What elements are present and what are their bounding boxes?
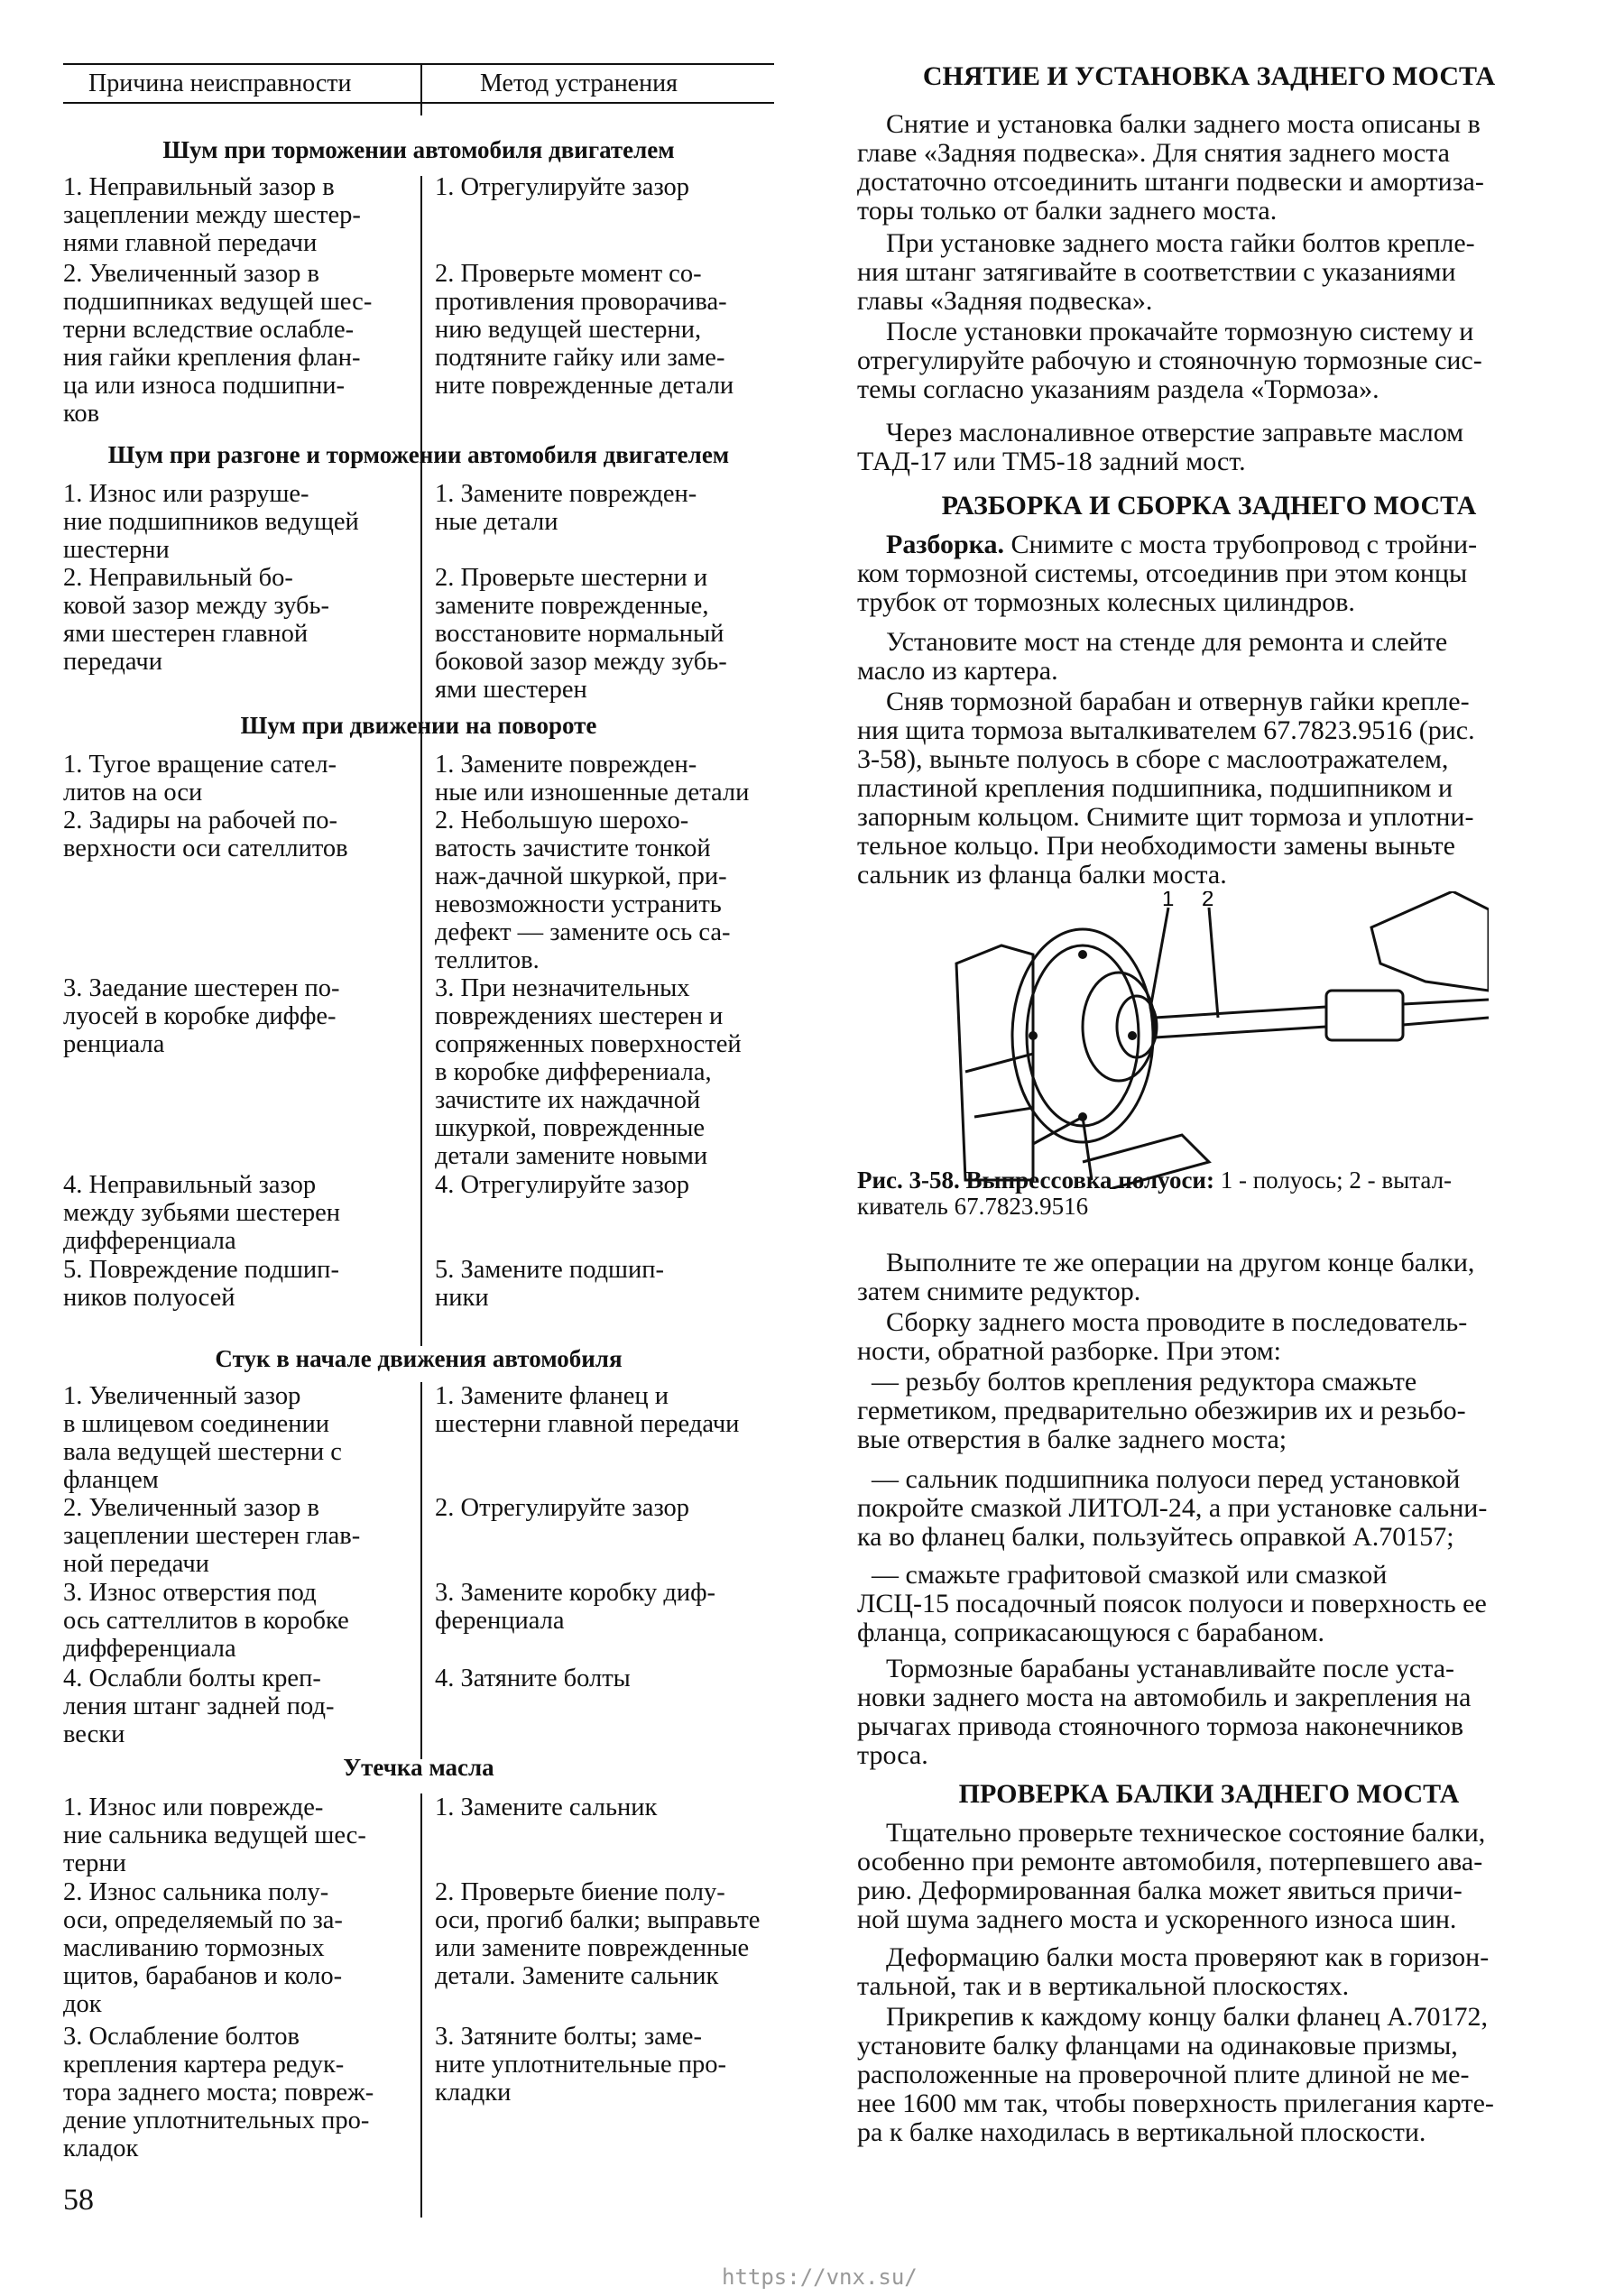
table-cell-cause: 2. Увеличенный зазор в подшипниках ведущей шес- терни вследствие ослабле- ния гайки крепления флан- ца или износа подшипни- ков: [63, 260, 373, 428]
section-title: Шум при движении на повороте: [240, 712, 597, 739]
leader-1: [1150, 908, 1168, 1009]
leader-2: [1209, 908, 1218, 1018]
column-divider: [420, 1382, 422, 1759]
table-cell-cause: 1. Износ или поврежде- ние сальника ведущей шес- терни: [63, 1793, 366, 1877]
heading-disassembly: РАЗБОРКА И СБОРКА ЗАДНЕГО МОСТА: [941, 491, 1477, 521]
table-cell-fix: 2. Отрегулируйте зазор: [435, 1494, 690, 1522]
figure-caption-body: 1 - полуось; 2 - вытал- киватель 67.7823.9516: [857, 1166, 1453, 1220]
table-header-fix: Метод устранения: [480, 69, 678, 97]
table-cell-fix: 2. Проверьте момент со- противления проворачива- нию ведущей шестерни, подтяните гайку или заме- ните поврежденные детали: [435, 260, 734, 400]
figure-label-2: 2: [1202, 891, 1214, 911]
table-cell-cause: 1. Износ или разруше- ние подшипников ведущей шестерни: [63, 480, 359, 564]
heading-check: ПРОВЕРКА БАЛКИ ЗАДНЕГО МОСТА: [958, 1779, 1460, 1809]
table-cell-fix: 1. Отрегулируйте зазор: [435, 173, 690, 201]
table-cell-fix: 3. При незначительных повреждениях шестерен и сопряженных поверхностей в коробке дифферениала, зачистите их наждачной шкуркой, поврежденные детали замените новыми: [435, 974, 742, 1170]
paragraph: — смажьте графитовой смазкой или смазкой ЛСЦ-15 посадочный поясок полуоси и поверхность ее фланца, соприкасающуюся с барабаном.: [857, 1560, 1487, 1647]
heading-removal: СНЯТИЕ И УСТАНОВКА ЗАДНЕГО МОСТА: [922, 61, 1496, 91]
table-cell-cause: 5. Повреждение подшип- ников полуосей: [63, 1256, 339, 1312]
section-title: Шум при торможении автомобиля двигателем: [162, 136, 675, 163]
paragraph: Тщательно проверьте техническое состояние балки, особенно при ремонте автомобиля, потерпевшего ава- рию. Деформированная балка может явиться причи- ной шума заднего моста и ускоренного износа шин.: [857, 1818, 1486, 1934]
table-cell-fix: 4. Отрегулируйте зазор: [435, 1171, 690, 1199]
puller-body: [1326, 991, 1403, 1040]
table-cell-cause: 3. Заедание шестерен по- луосей в коробке диффе- ренциала: [63, 974, 340, 1058]
figure-axle-extraction: [947, 891, 1489, 1189]
paragraph: Сняв тормозной барабан и отвернув гайки крепле- ния щита тормоза выталкивателем 67.7823.9516 (рис. 3-58), выньте полуось в сборе с маслоотражателем, пластиной крепления подшипника, подшипником и запорным кольцом. Снимите щит тормоза и уплотни- тельное кольцо. При необходимости замены выньте сальник из фланца балки моста.: [857, 687, 1475, 890]
paragraph: — резьбу болтов крепления редуктора смажьте герметиком, предварительно обезжирив их и резьбо- вые отверстия в балке заднего моста;: [857, 1367, 1466, 1454]
hand: [1371, 891, 1489, 991]
table-cell-fix: 1. Замените сальник: [435, 1793, 658, 1821]
paragraph-lead: Разборка.: [886, 530, 1005, 559]
table-cell-cause: 1. Тугое вращение сател- литов на оси: [63, 751, 337, 807]
table-cell-cause: 3. Ослабление болтов крепления картера редук- тора заднего моста; повреж- дение уплотнительных про- кладок: [63, 2023, 374, 2162]
stand-leg: [965, 1054, 1092, 1180]
section-title: Утечка масла: [343, 1754, 494, 1781]
paragraph-body: Снимите с моста трубопровод с тройни- ком тормозной системы, отсоединив при этом концы трубок от тормозных колесных цилиндров.: [857, 530, 1478, 617]
figure-label-1: 1: [1162, 891, 1175, 911]
column-divider: [420, 751, 422, 1346]
paragraph-disassembly: [857, 530, 1561, 617]
hub-flange: [1083, 973, 1155, 1081]
paragraph: Снятие и установка балки заднего моста описаны в главе «Задняя подвеска». Для снятия заднего моста достаточно отсоединить штанги подвески и амортиза- торы только от балки заднего моста.: [857, 109, 1484, 226]
bolt: [1029, 1031, 1038, 1040]
table-cell-fix: 1. Замените поврежден- ные или изношенные детали: [435, 751, 750, 807]
table-cell-cause: 2. Неправильный бо- ковой зазор между зубь- ями шестерен главной передачи: [63, 564, 329, 676]
table-cell-fix: 4. Затяните болты: [435, 1664, 631, 1692]
table-cell-fix: 1. Замените фланец и шестерни главной передачи: [435, 1382, 740, 1438]
table-cell-cause: 1. Увеличенный зазор в шлицевом соединении вала ведущей шестерни с фланцем: [63, 1382, 342, 1494]
column-divider: [420, 1793, 422, 2218]
table-header-cause: Причина неисправности: [88, 69, 352, 97]
table-cell-cause: 4. Неправильный зазор между зубьями шестерен дифференциала: [63, 1171, 341, 1255]
paragraph: Выполните те же операции на другом конце балки, затем снимите редуктор.: [857, 1248, 1475, 1306]
paragraph: Деформацию балки моста проверяют как в горизон- тальной, так и в вертикальной плоскостях.: [857, 1942, 1490, 2001]
watermark-url[interactable]: https://vnx.su/: [722, 2264, 918, 2290]
paragraph: Через маслоналивное отверстие заправьте маслом ТАД-17 или ТМ5-18 задний мост.: [857, 418, 1464, 476]
section-title: Шум при разгоне и торможении автомобиля двигателем: [107, 441, 730, 468]
table-cell-fix: 3. Затяните болты; заме- ните уплотнительные про- кладки: [435, 2023, 727, 2107]
table-header-top-rule: [63, 63, 774, 65]
table-cell-cause: 1. Неправильный зазор в зацеплении между шестер- нями главной передачи: [63, 173, 361, 257]
paragraph: После установки прокачайте тормозную систему и отрегулируйте рабочую и стояночную тормозные сис- темы согласно указаниям раздела «Тормоза».: [857, 317, 1482, 404]
section-title: Стук в начале движения автомобиля: [215, 1345, 623, 1372]
axle-shaft: [1155, 1007, 1326, 1037]
table-cell-fix: 2. Проверьте биение полу- оси, прогиб балки; выправьте или замените поврежденные детали. Замените сальник: [435, 1878, 761, 1990]
table-cell-cause: 3. Износ отверстия под ось саттеллитов в коробке дифференциала: [63, 1579, 349, 1663]
table-cell-fix: 2. Проверьте шестерни и замените поврежденные, восстановите нормальный боковой зазор между зубь- ями шестерен: [435, 564, 727, 704]
table-cell-fix: 3. Замените коробку диф- ференциала: [435, 1579, 716, 1635]
table-cell-fix: 5. Замените подшип- ники: [435, 1256, 664, 1312]
page-number: 58: [63, 2183, 94, 2217]
puller-rod: [1403, 1000, 1489, 1025]
table-header-divider: [420, 63, 422, 115]
bolt: [1128, 1031, 1137, 1040]
paragraph: Тормозные барабаны устанавливайте после уста- новки заднего моста на автомобиль и закрепления на рычагах привода стояночного тормоза наконечников троса.: [857, 1654, 1472, 1770]
bolt: [1078, 1112, 1087, 1121]
bolt: [1078, 950, 1087, 959]
table-cell-fix: 1. Замените поврежден- ные детали: [435, 480, 697, 536]
paragraph: Прикрепив к каждому концу балки фланец А.70172, установите балку фланцами на одинаковые призмы, расположенные на проверочной плите длиной не ме- нее 1600 мм так, чтобы поверхность прилегания карте- ра к балке находилась в вертикальной плоскости.: [857, 2002, 1494, 2147]
table-cell-cause: 2. Увеличенный зазор в зацеплении шестерен глав- ной передачи: [63, 1494, 361, 1578]
figure-caption: [857, 1167, 1561, 1220]
paragraph: Сборку заднего моста проводите в последователь- ности, обратной разборке. При этом:: [857, 1307, 1468, 1366]
figure-caption-lead: Рис. 3-58. Выпрессовка полуоси:: [857, 1166, 1214, 1194]
paragraph: Установите мост на стенде для ремонта и слейте масло из картера.: [857, 627, 1448, 686]
paragraph: При установке заднего моста гайки болтов крепле- ния штанг затягивайте в соответствии с указаниями главы «Задняя подвеска».: [857, 228, 1475, 316]
table-cell-cause: 2. Задиры на рабочей по- верхности оси сателлитов: [63, 807, 348, 862]
table-cell-fix: 2. Небольшую шерохо- ватость зачистите тонкой наж-дачной шкуркой, при- невозможности устранить дефект — замените ось са- теллитов.: [435, 807, 731, 974]
table-header-bottom-rule: [63, 102, 774, 104]
table-cell-cause: 4. Ослабли болты креп- ления штанг задней под- вески: [63, 1664, 335, 1748]
paragraph: — сальник подшипника полуоси перед установкой покройте смазкой ЛИТОЛ-24, а при установке сальни- ка во фланец балки, пользуйтесь оправкой А.70157;: [857, 1464, 1488, 1552]
table-cell-cause: 2. Износ сальника полу- оси, определяемый по за- масливанию тормозных щитов, барабанов и коло- док: [63, 1878, 343, 2018]
